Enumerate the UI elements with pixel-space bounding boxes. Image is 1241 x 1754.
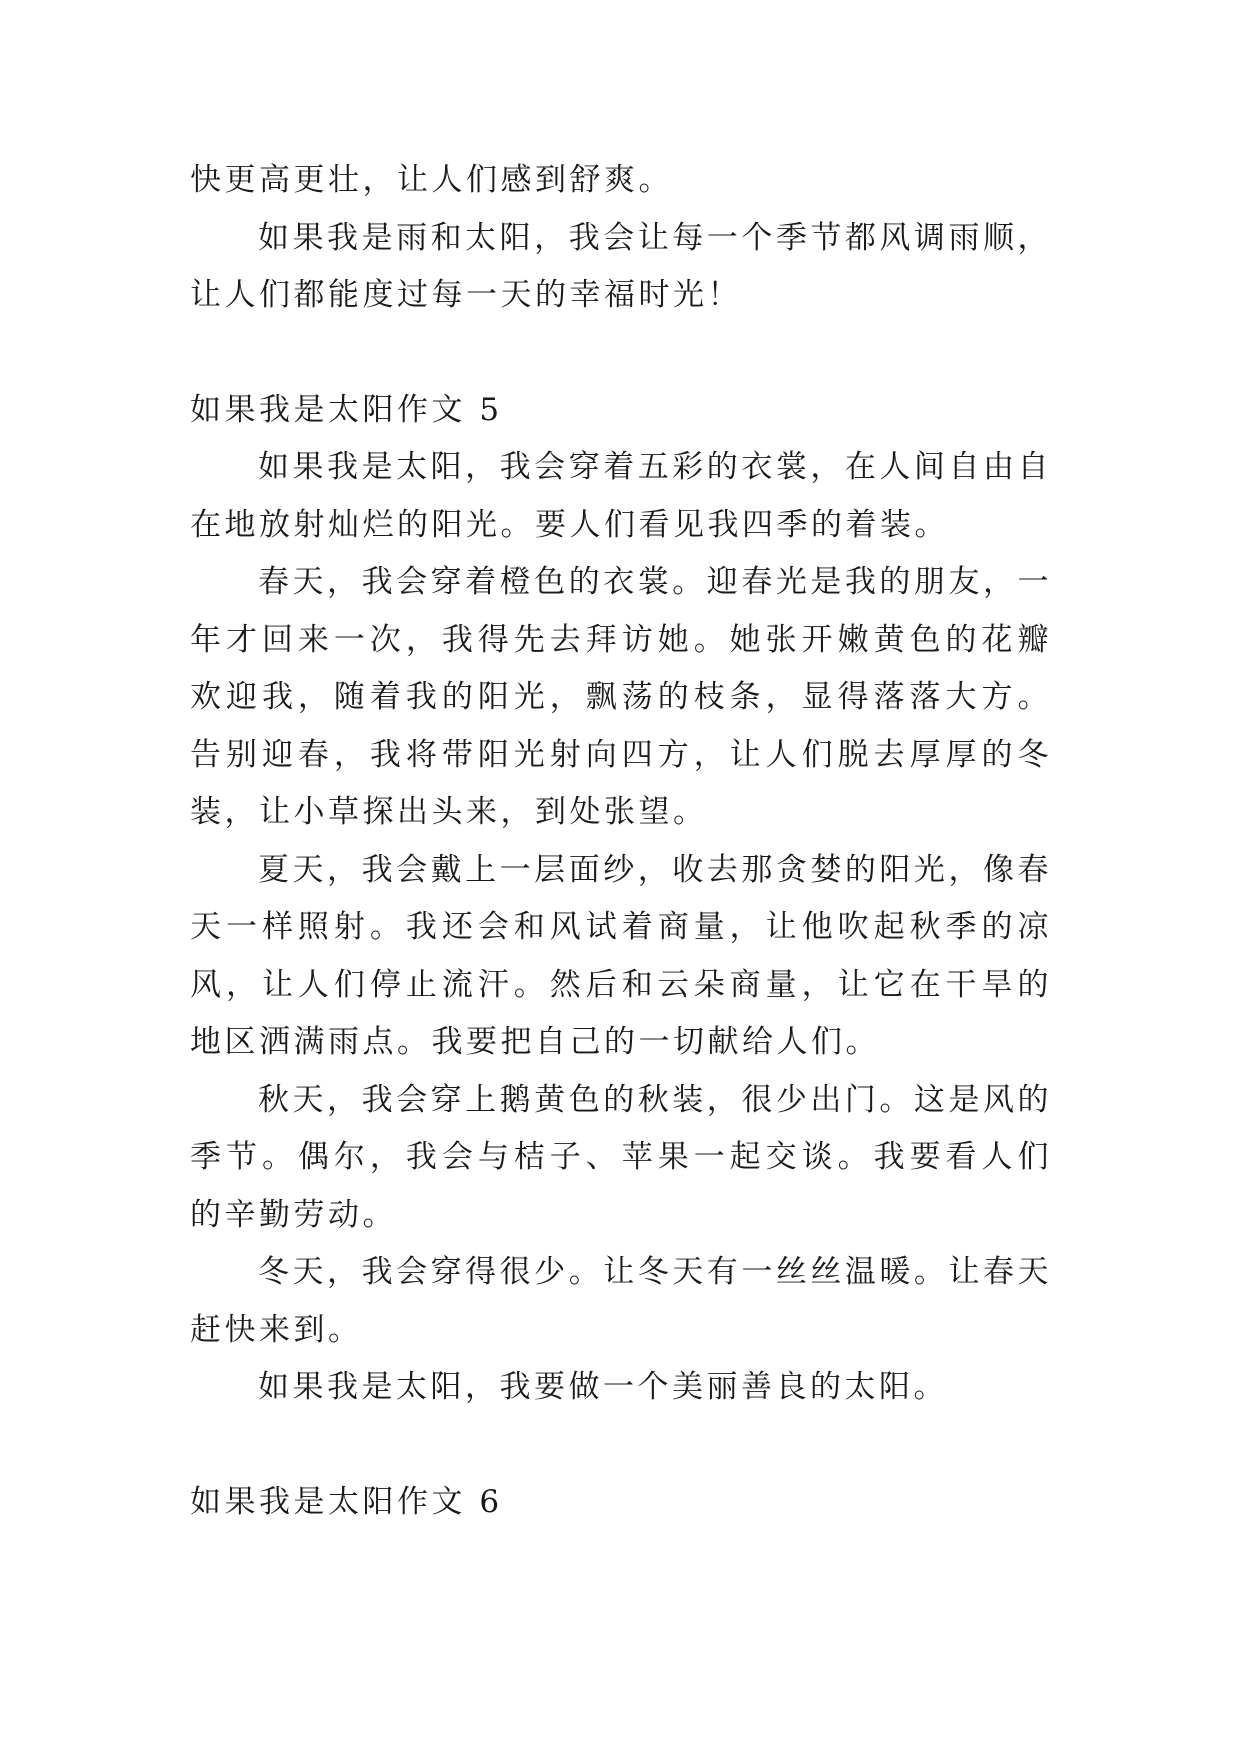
paragraph-continued: 快更高更壮，让人们感到舒爽。 [190, 162, 673, 198]
document-body [190, 152, 1052, 1531]
paragraph: 如果我是太阳，我会穿着五彩的衣裳，在人间自由自在地放射灿烂的阳光。要人们看见我四季的着装。 [190, 449, 1052, 543]
paragraph: 秋天，我会穿上鹅黄色的秋装，很少出门。这是风的季节。偶尔，我会与桔子、苹果一起交谈。我要看人们的辛勤劳动。 [190, 1081, 1052, 1233]
section-heading-5: 如果我是太阳作文 5 [190, 391, 503, 428]
paragraph: 春天，我会穿着橙色的衣裳。迎春光是我的朋友，一年才回来一次，我得先去拜访她。她张开嫩黄色的花瓣欢迎我，随着我的阳光，飘荡的枝条，显得落落大方。告别迎春，我将带阳光射向四方，让人们脱去厚厚的冬装，让小草探出头来，到处张望。 [190, 564, 1052, 830]
paragraph: 如果我是雨和太阳，我会让每一个季节都风调雨顺，让人们都能度过每一天的幸福时光！ [190, 219, 1052, 313]
paragraph: 如果我是太阳，我要做一个美丽善良的太阳。 [258, 1369, 948, 1405]
paragraph: 夏天，我会戴上一层面纱，收去那贪婪的阳光，像春天一样照射。我还会和风试着商量，让他吹起秋季的凉风，让人们停止流汗。然后和云朵商量，让它在干旱的地区洒满雨点。我要把自己的一切献给人们。 [190, 851, 1052, 1060]
paragraph: 冬天，我会穿得很少。让冬天有一丝丝温暖。让春天赶快来到。 [190, 1254, 1052, 1348]
section-heading-6: 如果我是太阳作文 6 [190, 1483, 503, 1520]
